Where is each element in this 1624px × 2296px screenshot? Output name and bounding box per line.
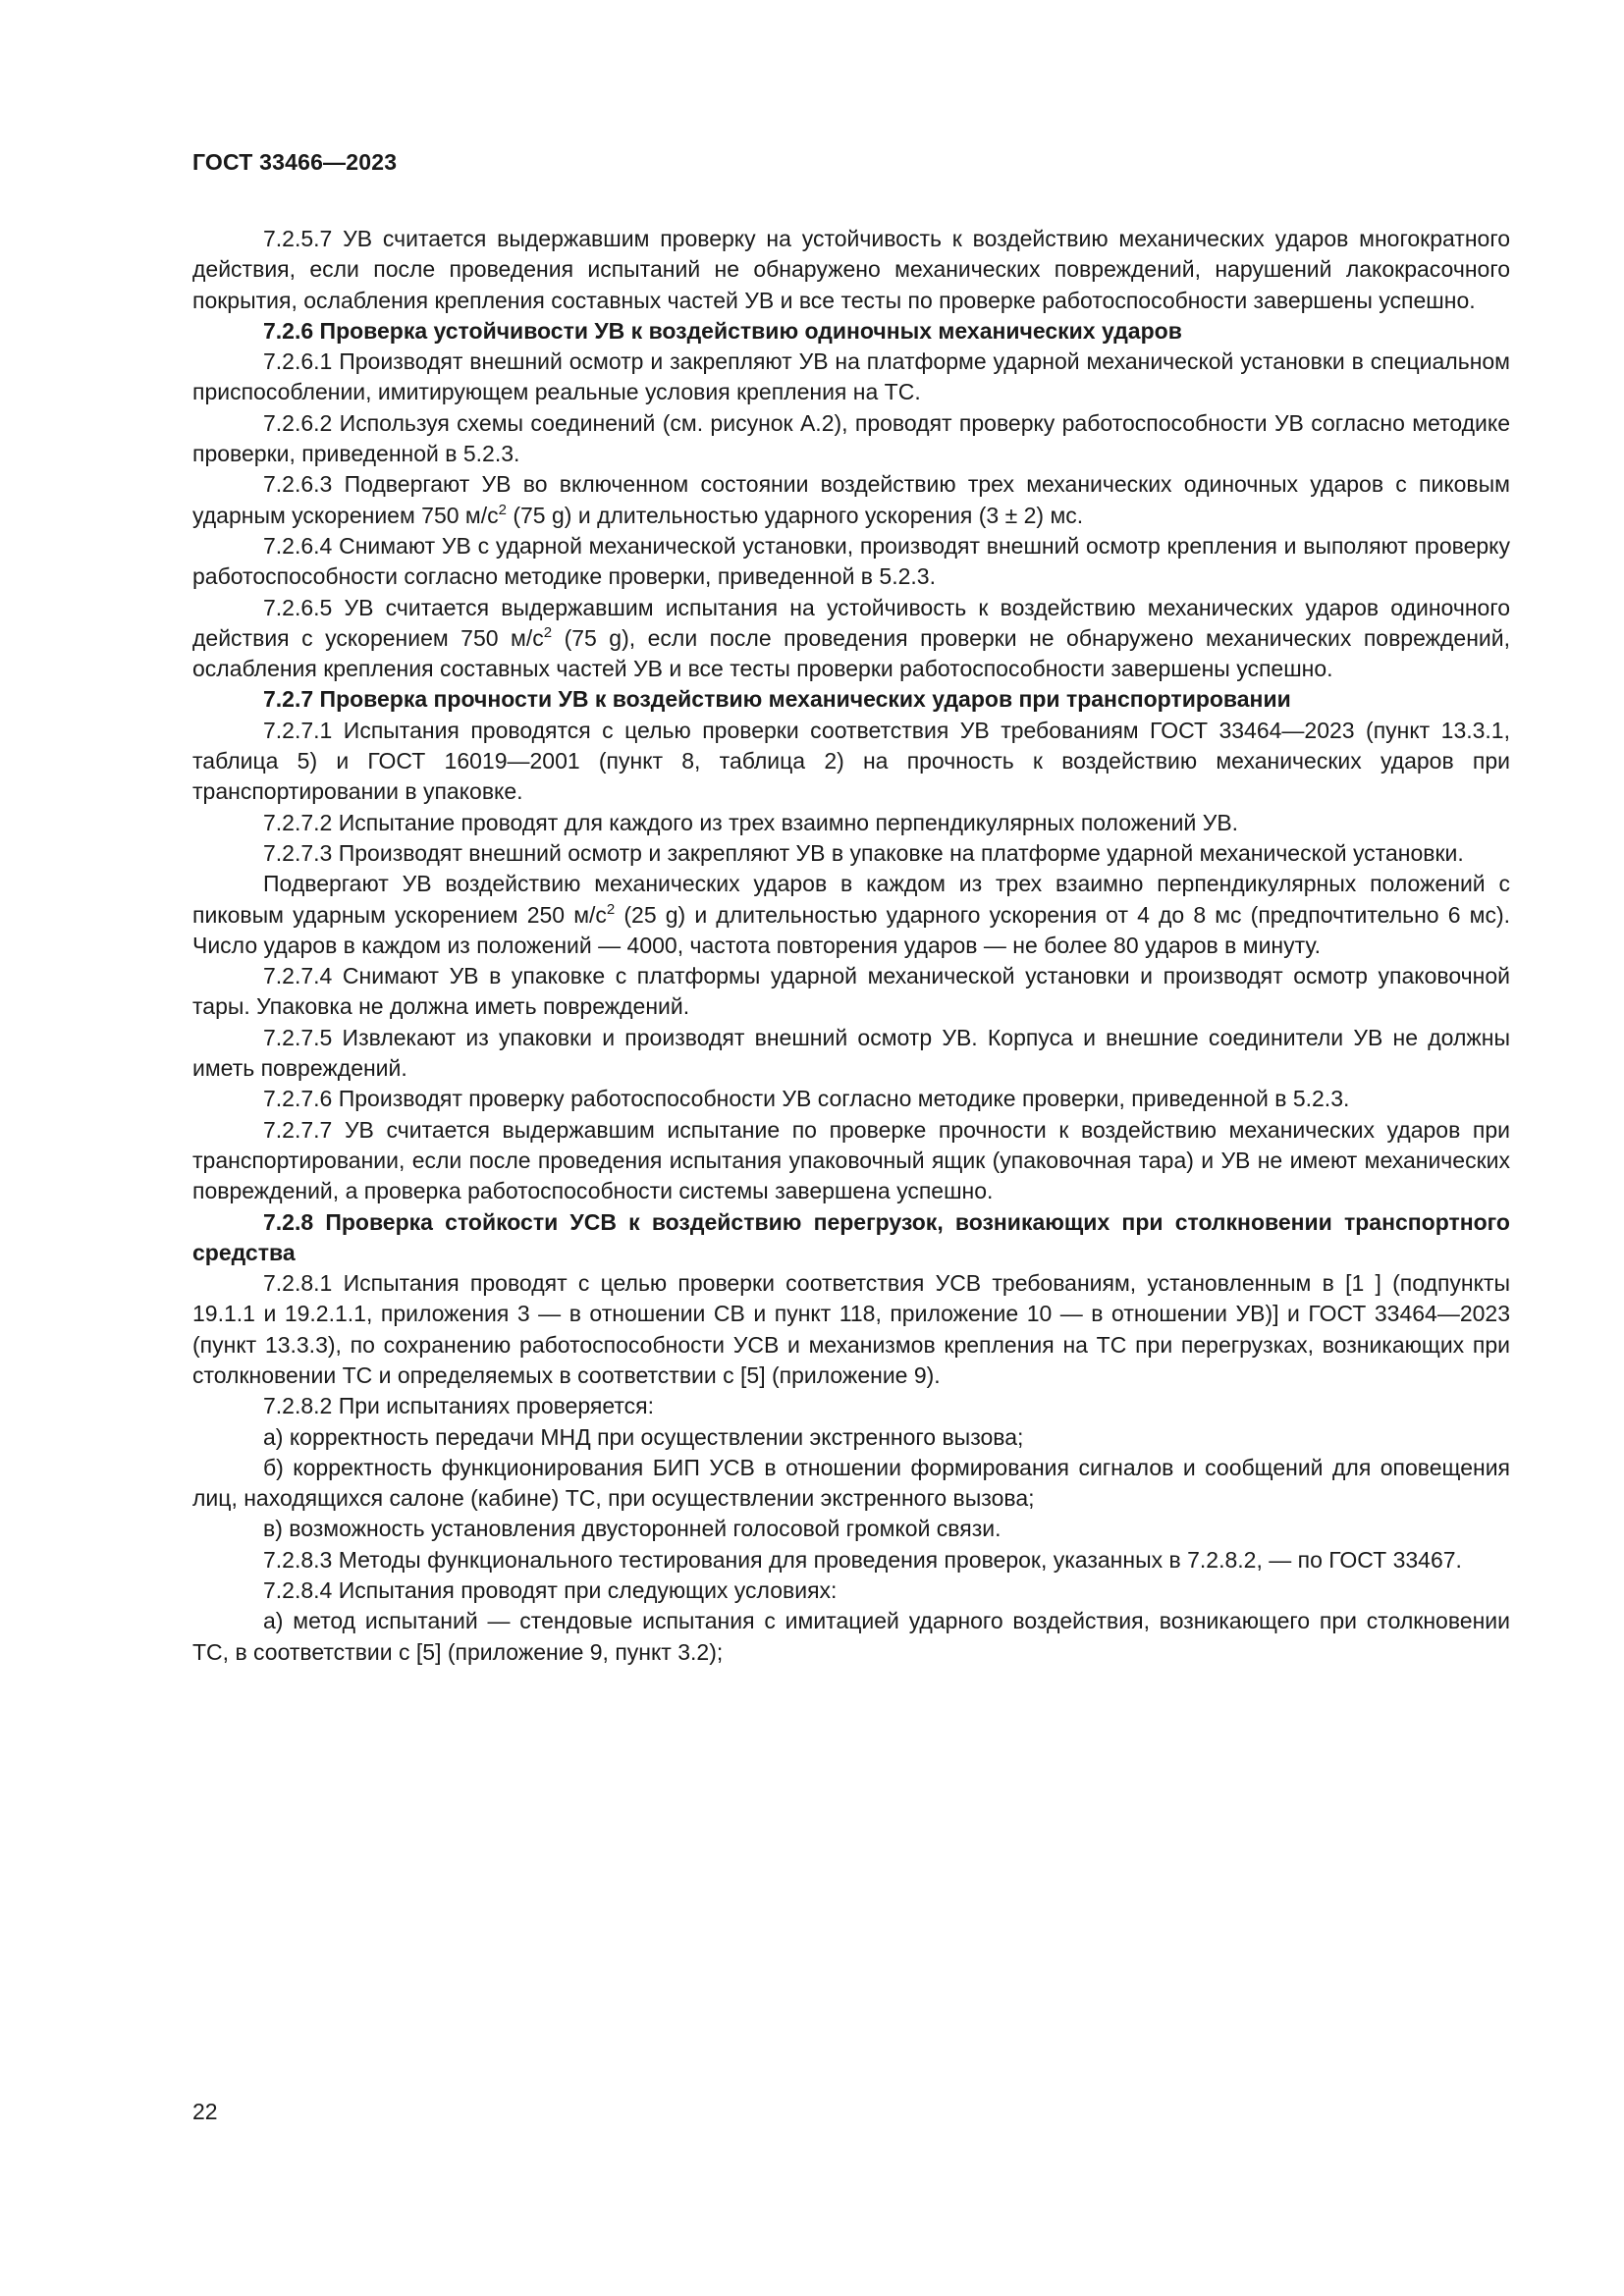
paragraph: 7.2.7.1 Испытания проводятся с целью проверки соответствия УВ требованиям ГОСТ 33464—2023 (пункт 13.3.1, таблица 5) и ГОСТ 16019—2001 (пункт 8, таблица 2) на прочность к воздействию механических ударов при транспортировании в упаковке. [192, 717, 1510, 805]
superscript: 2 [606, 900, 616, 918]
paragraph: а) корректность передачи МНД при осуществлении экстренного вызова; [263, 1423, 1024, 1450]
paragraph: 7.2.7.5 Извлекают из упаковки и производят внешний осмотр УВ. Корпуса и внешние соединители УВ не должны иметь повреждений. [192, 1024, 1510, 1082]
paragraph-text: 7.2.6.5 УВ считается выдержавшим испытания на устойчивость к воздействию механических ударов одиночного действия с ускорением 750 м/с [192, 594, 1510, 651]
paragraph: 7.2.7.4 Снимают УВ в упаковке с платформы ударной механической установки и производят осмотр упаковочной тары. Упаковка не должна иметь повреждений. [192, 963, 1510, 1020]
paragraph: 7.2.7.2 Испытание проводят для каждого из трех взаимно перпендикулярных положений УВ. [263, 809, 1239, 835]
paragraph [192, 593, 1510, 685]
paragraph-text: 7.2.6.3 Подвергают УВ во включенном состоянии воздействию трех механических одиночных ударов с пиковым ударным ускорением 750 м/с [192, 471, 1510, 528]
paragraph: 7.2.7.7 УВ считается выдержавшим испытание по проверке прочности к воздействию механических ударов при транспортировании, если после проведения испытания упаковочный ящик (упаковочная тара) и УВ не имеют механических повреждений, а проверка работоспособности системы завершена успешно. [192, 1116, 1510, 1204]
paragraph: 7.2.6.1 Производят внешний осмотр и закрепляют УВ на платформе ударной механической установки в специальном приспособлении, имитирующем реальные условия крепления на ТС. [192, 348, 1510, 405]
paragraph-text: (75 g) и длительностью ударного ускорения (3 ± 2) мс. [506, 502, 1084, 528]
paragraph: 7.2.7.6 Производят проверку работоспособности УВ согласно методике проверки, приведенной в 5.2.3. [263, 1086, 1350, 1112]
page-number: 22 [192, 2099, 218, 2124]
paragraph: в) возможность установления двусторонней голосовой громкой связи. [263, 1516, 1001, 1542]
paragraph: 7.2.8.1 Испытания проводят с целью проверки соответствия УСВ требованиям, установленным в [1 ] (подпункты 19.1.1 и 19.2.1.1, приложения 3 — в отношении СВ и пункт 118, приложение 10 — в отношении УВ)] и ГОСТ 33464—2023 (пункт 13.3.3), по сохранению работоспособности УСВ и механизмов крепления на ТС при перегрузках, возникающих при столкновении ТС и определяемых в соответствии с [5] (приложение 9). [192, 1270, 1510, 1388]
superscript: 2 [543, 623, 553, 641]
document-body [192, 224, 1510, 1668]
paragraph: 7.2.8.3 Методы функционального тестирования для проведения проверок, указанных в 7.2.8.2, — по ГОСТ 33467. [263, 1546, 1462, 1573]
paragraph-text: (75 g), если после проведения проверки не обнаружено механических повреждений, ослабления крепления составных частей УВ и все тесты проверки работоспособности завершены успешно. [192, 624, 1510, 682]
section-heading: 7.2.8 Проверка стойкости УСВ к воздействию перегрузок, возникающих при столкновении транспортного средства [192, 1208, 1510, 1265]
paragraph [192, 869, 1510, 961]
document-code-header: ГОСТ 33466—2023 [192, 149, 398, 175]
paragraph-text: Подвергают УВ воздействию механических ударов в каждом из трех взаимно перпендикулярных положений с пиковым ударным ускорением 250 м/с [192, 871, 1510, 928]
paragraph: 7.2.7.3 Производят внешний осмотр и закрепляют УВ в упаковке на платформе ударной механической установки. [263, 839, 1464, 866]
paragraph: а) метод испытаний — стендовые испытания с имитацией ударного воздействия, возникающего при столкновении ТС, в соответствии с [5] (приложение 9, пункт 3.2); [192, 1608, 1510, 1665]
paragraph [192, 469, 1510, 531]
section-heading: 7.2.6 Проверка устойчивости УВ к воздействию одиночных механических ударов [263, 317, 1182, 344]
paragraph: 7.2.6.2 Используя схемы соединений (см. рисунок А.2), проводят проверку работоспособности УВ согласно методике проверки, приведенной в 5.2.3. [192, 409, 1510, 467]
superscript: 2 [498, 501, 507, 518]
paragraph: 7.2.5.7 УВ считается выдержавшим проверку на устойчивость к воздействию механических ударов многократного действия, если после проведения испытаний не обнаружено механических повреждений, нарушений лакокрасочного покрытия, ослабления крепления составных частей УВ и все тесты по проверке работоспособности завершены успешно. [192, 226, 1510, 313]
paragraph: 7.2.8.4 Испытания проводят при следующих условиях: [263, 1577, 838, 1604]
paragraph: 7.2.8.2 При испытаниях проверяется: [263, 1393, 655, 1419]
section-heading: 7.2.7 Проверка прочности УВ к воздействию механических ударов при транспортировании [263, 686, 1291, 713]
paragraph: б) корректность функционирования БИП УСВ в отношении формирования сигналов и сообщений для оповещения лиц, находящихся салоне (кабине) ТС, при осуществлении экстренного вызова; [192, 1454, 1510, 1512]
paragraph: 7.2.6.4 Снимают УВ с ударной механической установки, производят внешний осмотр крепления и выполяют проверку работоспособности согласно методике проверки, приведенной в 5.2.3. [192, 532, 1510, 590]
paragraph-text: (25 g) и длительностью ударного ускорения от 4 до 8 мс (предпочтительно 6 мс). Число ударов в каждом из положений — 4000, частота повторения ударов — не более 80 ударов в минуту. [192, 901, 1510, 958]
